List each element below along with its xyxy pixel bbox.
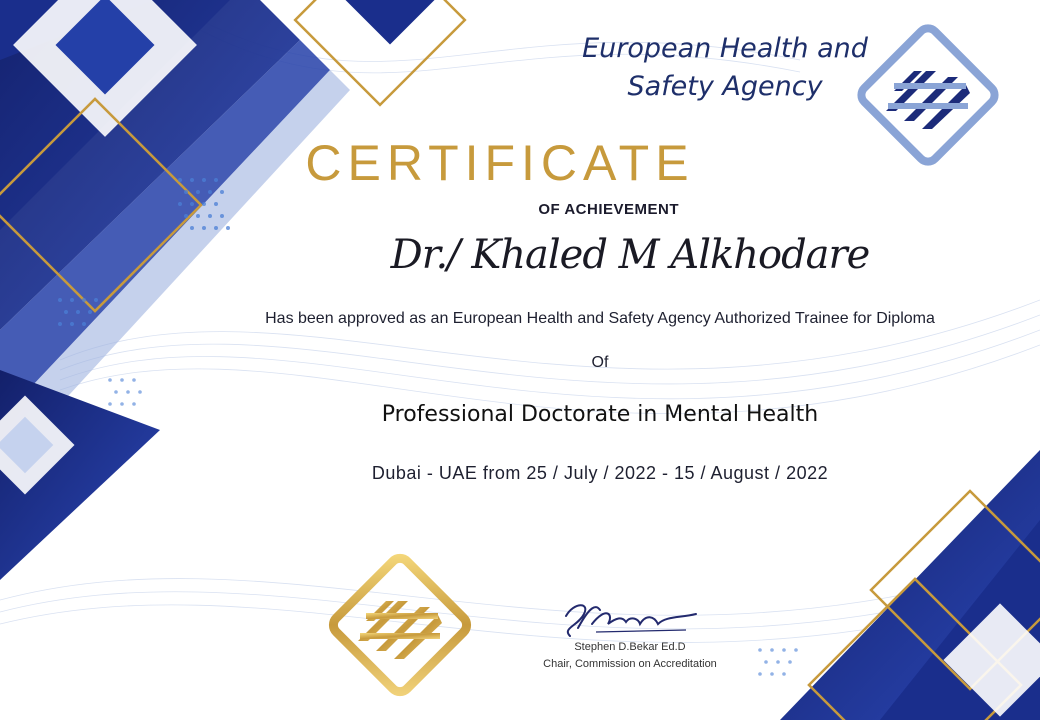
recipient-name: Dr./ Khaled M Alkhodare [390,232,870,278]
gold-seal-icon [320,545,480,705]
program-dates: Dubai - UAE from 25 / July / 2022 - 15 / August / 2022 [371,463,829,483]
of-text: Of [591,354,609,371]
signer-name: Stephen D.Bekar Ed.D [574,641,686,653]
organization-name: European Health and Safety Agency [582,33,868,102]
program-name: Professional Doctorate in Mental Health [381,402,819,427]
signature-image [556,596,706,646]
approval-text: Has been approved as an European Health and Safety Agency Authorized Trainee for Diploma [265,310,935,327]
signer-title: Chair, Commission on Accreditation [543,658,717,670]
certificate-subtitle: OF ACHIEVEMENT [538,201,679,218]
certificate-title: CERTIFICATE [305,135,695,191]
